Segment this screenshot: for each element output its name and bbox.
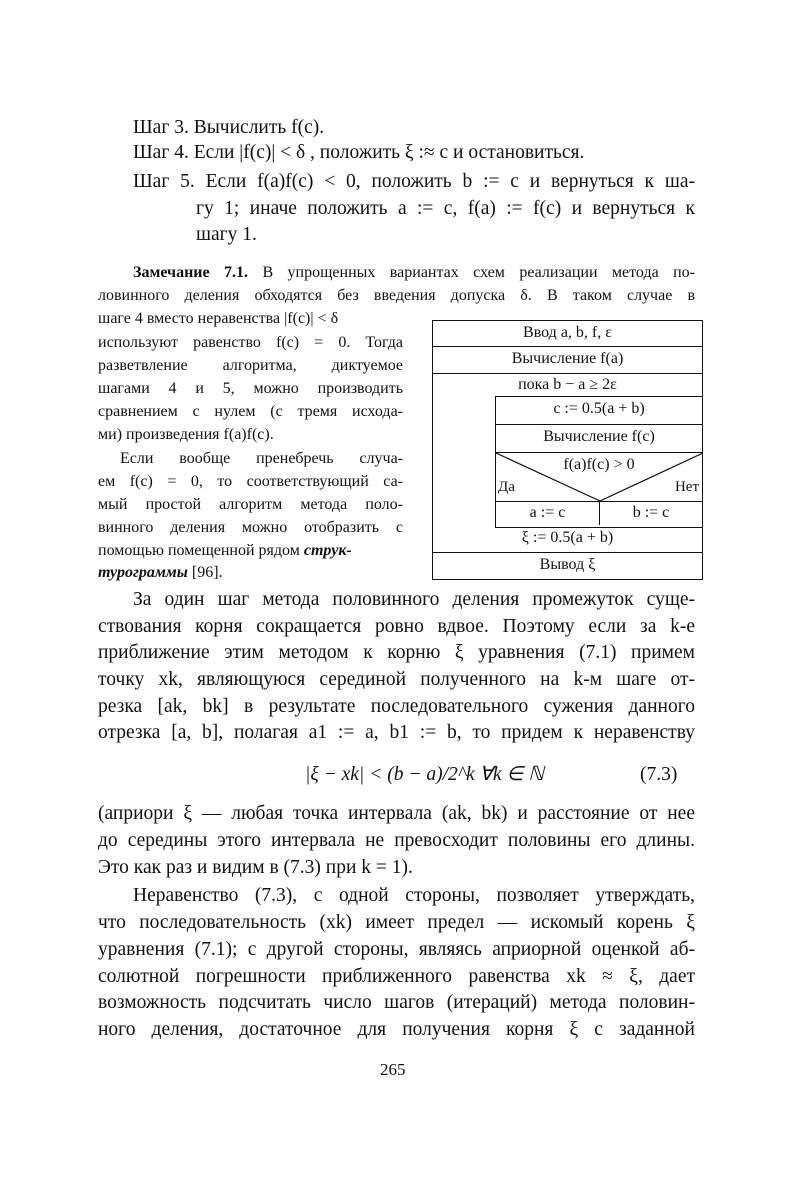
remark-line: сравнением с нулем (с тремя исхода- <box>98 403 403 420</box>
step-5-end: шагу 1. <box>196 224 257 245</box>
body-line: резка [ak, bk] в результате последовательного сужения данного <box>98 696 695 717</box>
remark-line-1 <box>133 263 695 283</box>
output-block: Вывод ξ <box>539 556 596 573</box>
body-line: уравнения (7.1); с другой стороны, являясь априорной оценкой аб- <box>98 939 695 960</box>
body-line: Это как раз и видим в (7.3) при k = 1). <box>98 857 413 878</box>
formula-number: (7.3) <box>640 764 678 785</box>
mid-block: c := 0.5(a + b) <box>496 397 702 425</box>
body-line: солютной погрешности приближенного равенства xk ≈ ξ, дает <box>98 966 695 987</box>
remark-line: ем f(c) = 0, то соответствующий са- <box>98 473 403 490</box>
remark-line: Если вообще пренебречь случа- <box>120 450 403 467</box>
page-number: 265 <box>380 1060 406 1079</box>
remark-text: помощью помещенной рядом <box>98 542 300 559</box>
body-line: приближение этим методом к корню ξ уравнения (7.1) примем <box>98 642 695 663</box>
remark-title: Замечание 7.1. <box>133 264 249 281</box>
input-block: Ввод a, b, f, ε <box>433 321 702 347</box>
remark-line-2: ловинного деления обходятся без введения допуска δ. В таком случае в <box>98 287 695 304</box>
structogram <box>432 320 703 580</box>
emphasis: струк- <box>303 542 352 559</box>
remark-line: винного деления можно отобразить с <box>98 519 403 536</box>
step-5: Шаг 5. Если f(a)f(c) < 0, положить b := c и вернуться к ша- <box>133 171 695 192</box>
emphasis: турограммы <box>98 564 188 581</box>
compute-fa-block: Вычисление f(a) <box>433 347 702 374</box>
body-line: до середины этого интервала не превосходит половины его длины. <box>98 830 695 851</box>
compute-fc-block: Вычисление f(c) <box>496 425 702 453</box>
remark-line: разветвление алгоритма, диктуемое <box>98 357 403 374</box>
remark-line <box>98 563 223 583</box>
no-action: b := c <box>600 501 702 525</box>
body-line: точку xk, являющуюся серединой полученного на k-м шаге от- <box>98 669 695 690</box>
condition: f(a)f(c) > 0 <box>563 456 635 473</box>
body-line: (априори ξ — любая точка интервала (ak, bk) и расстояние от нее <box>98 803 695 824</box>
remark-line: мый простой алгоритм метода поло- <box>98 496 403 513</box>
yes-action: a := c <box>496 501 600 525</box>
no-label: Нет <box>674 479 699 495</box>
result-block: ξ := 0.5(a + b) <box>433 526 702 553</box>
remark-line: используют равенство f(c) = 0. Тогда <box>98 334 403 351</box>
formula-7-3: |ξ − xk| < (b − a)/2^k ∀k ∈ ℕ <box>305 764 544 785</box>
step-5-cont: гу 1; иначе положить a := c, f(a) := f(c) и вернуться к <box>196 198 695 219</box>
step-4: Шаг 4. Если |f(c)| < δ , положить ξ :≈ c и остановиться. <box>133 142 585 163</box>
remark-text: В упрощенных вариантах схем реализации метода по- <box>262 264 696 281</box>
citation: [96]. <box>187 564 223 581</box>
body-line: возможность подсчитать число шагов (итераций) метода половин- <box>98 992 695 1013</box>
remark-line <box>98 541 352 561</box>
remark-line: шаге 4 вместо неравенства |f(c)| < δ <box>98 310 339 327</box>
loop-header: пока b − a ≥ 2ε <box>518 376 617 393</box>
body-line: ного деления, достаточное для получения корня ξ с заданной <box>98 1019 695 1040</box>
body-line: ствования корня сокращается ровно вдвое. Поэтому если за k-е <box>98 616 695 637</box>
loop-body <box>495 396 702 528</box>
remark-line: ми) произведения f(a)f(c). <box>98 426 274 443</box>
body-line: что последовательность (xk) имеет предел — искомый корень ξ <box>98 912 695 933</box>
yes-label: Да <box>498 479 515 495</box>
body-line: За один шаг метода половинного деления промежуток суще- <box>133 589 695 610</box>
body-line: Неравенство (7.3), с одной стороны, позволяет утверждать, <box>133 885 695 906</box>
remark-line: шагами 4 и 5, можно производить <box>98 380 403 397</box>
step-3: Шаг 3. Вычислить f(c). <box>133 117 325 138</box>
body-line: отрезка [a, b], полагая a1 := a, b1 := b, то придем к неравенству <box>98 722 695 743</box>
